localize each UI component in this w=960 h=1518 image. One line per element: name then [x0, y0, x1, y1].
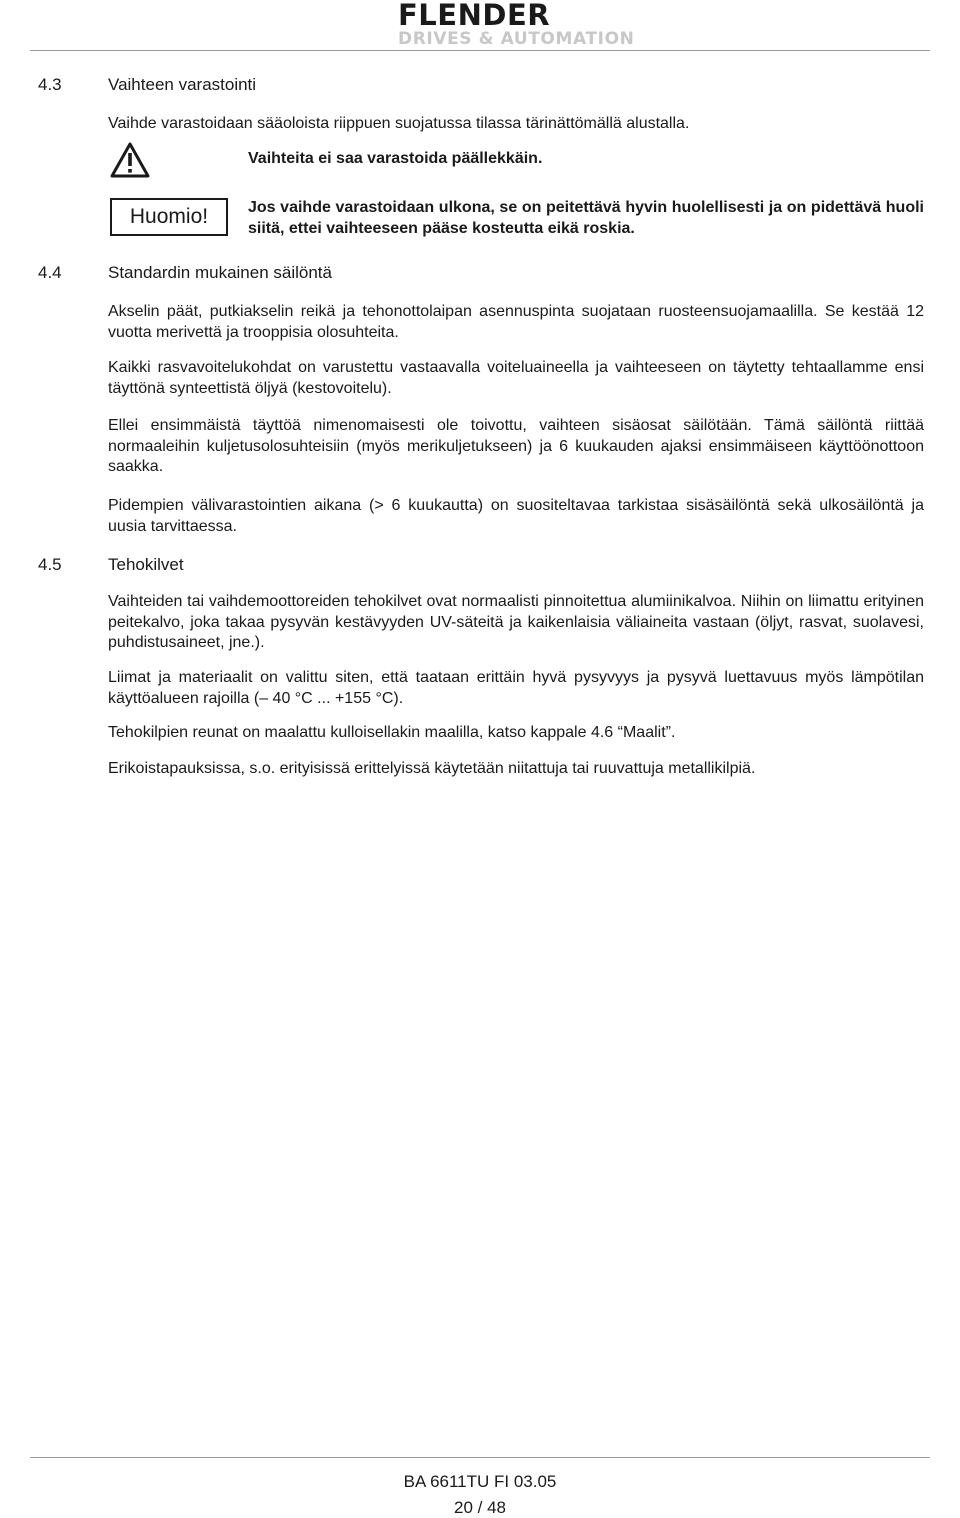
paragraph: Vaihteiden tai vaihdemoottoreiden tehokilvet ovat normaalisti pinnoitettua alumiinikalvoa. Niihin on liimattu erityinen peitekalvo, joka takaa pysyvän kestävyyden UV-säteitä ja kaikenlaisia väliaineita vastaan (öljyt, rasvat, suolavesi, puhdistusaineet, jne.).	[108, 593, 924, 651]
page-number: 20 / 48	[454, 1498, 506, 1517]
section-title: Tehokilvet	[108, 555, 184, 574]
section-title: Vaihteen varastointi	[108, 75, 257, 94]
brand-tagline: DRIVES & AUTOMATION	[398, 29, 635, 49]
paragraph: Kaikki rasvavoitelukohdat on varustettu vastaavalla voiteluaineella ja vaihteeseen on täytetty tehtaallamme ensi täyttönä synteettistä öljyä (kestovoitelu).	[108, 359, 924, 397]
paragraph: Akselin päät, putkiakselin reikä ja tehonottolaipan asennuspinta suojataan ruosteensuojamaalilla. Se kestää 12 vuotta merivettä ja trooppisia olosuhteita.	[108, 303, 924, 341]
section-number: 4.5	[38, 555, 62, 574]
paragraph: Pidempien välivarastointien aikana (> 6 kuukautta) on suositeltavaa tarkistaa sisäsäilöntä sekä ulkosäilöntä ja uusia tarvittaessa.	[108, 497, 924, 535]
paragraph: Ellei ensimmäistä täyttöä nimenomaisesti ole toivottu, vaihteen sisäosat säilötään. Tämä säilöntä riittää normaaleihin kuljetusolosuhteisiin (myös merikuljetukseen) ja 6 kuukauden ajaksi ensimmäiseen käyttöönottoon saakka.	[108, 417, 924, 475]
section-heading-4-5	[38, 554, 184, 576]
paragraph: Tehokilpien reunat on maalattu kulloisellakin maalilla, katso kappale 4.6 “Maalit”.	[108, 724, 676, 741]
section-4-3-intro: Vaihde varastoidaan sääoloista riippuen suojatussa tilassa tärinättömällä alustalla.	[108, 115, 690, 132]
section-number: 4.3	[38, 75, 62, 94]
document-id: BA 6611TU FI 03.05	[403, 1472, 557, 1491]
section-heading-4-4	[38, 262, 332, 284]
outdoor-storage-note: Jos vaihde varastoidaan ulkona, se on peitettävä hyvin huolellisesti ja on pidettävä huoli siitä, ettei vaihteeseen pääse kosteutta eikä roskia.	[248, 199, 924, 237]
header-rule	[30, 50, 930, 51]
paragraph: Erikoistapauksissa, s.o. erityisissä erittelyissä käytetään niitattuja tai ruuvattuja metallikilpiä.	[108, 760, 756, 777]
footer-rule	[30, 1457, 930, 1458]
section-heading-4-3	[38, 74, 256, 96]
warning-triangle-icon	[110, 142, 150, 178]
section-title: Standardin mukainen säilöntä	[108, 263, 332, 282]
brand-logo	[398, 0, 660, 48]
paragraph: Liimat ja materiaalit on valittu siten, että taataan erittäin hyvä pysyvyys ja pysyvä luettavuus myös lämpötilan käyttöalueen rajoilla (– 40 °C ... +155 °C).	[108, 669, 924, 707]
stacking-warning: Vaihteita ei saa varastoida päällekkäin.	[248, 150, 543, 167]
brand-name: FLENDER	[398, 0, 551, 32]
note-label-box: Huomio!	[110, 198, 228, 236]
section-number: 4.4	[38, 263, 62, 282]
